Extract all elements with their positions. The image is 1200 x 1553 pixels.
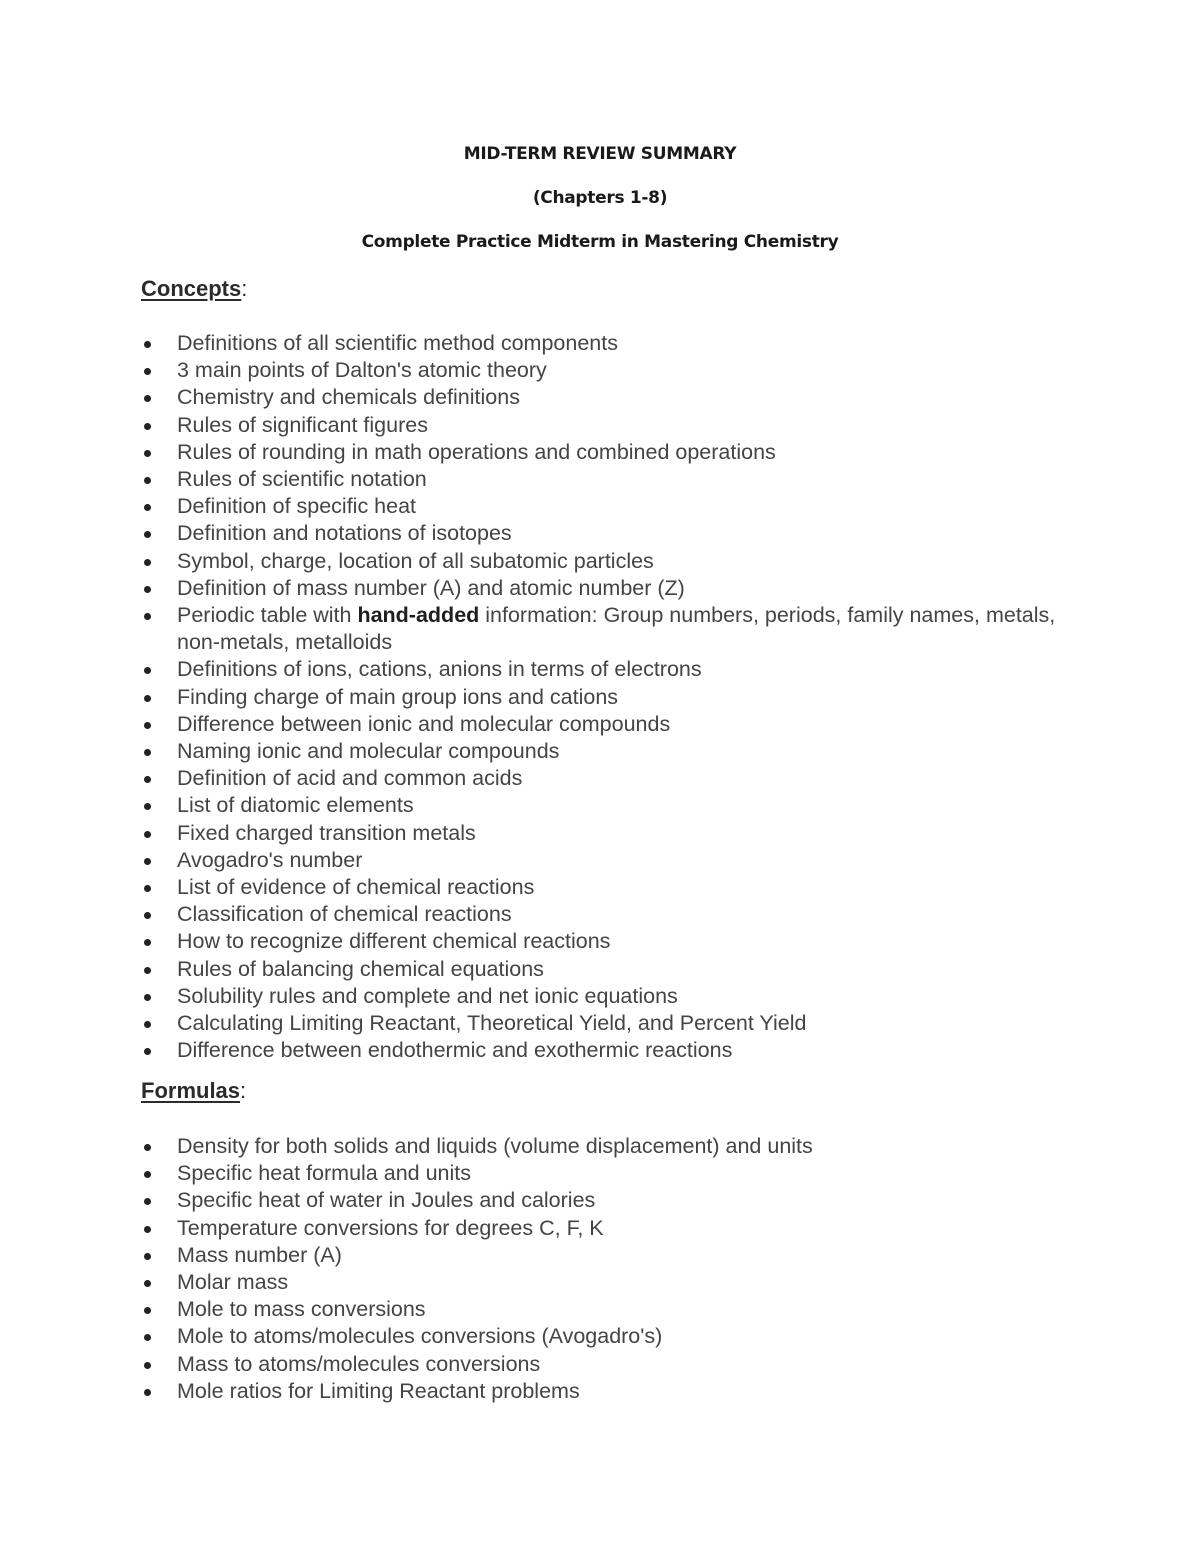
periodic-item-text — [177, 602, 1081, 656]
list-item: Mass to atoms/molecules conversions — [141, 1351, 1081, 1378]
list-item: Density for both solids and liquids (volume displacement) and units — [141, 1133, 1081, 1160]
list-item: Mole to atoms/molecules conversions (Avogadro's) — [141, 1323, 1081, 1350]
list-item: Mole to mass conversions — [141, 1296, 1081, 1323]
list-item: Definition of specific heat — [141, 493, 1081, 520]
list-item: Naming ionic and molecular compounds — [141, 738, 1081, 765]
formulas-heading-colon: : — [240, 1078, 247, 1103]
list-item: Fixed charged transition metals — [141, 820, 1081, 847]
list-item: Specific heat of water in Joules and calories — [141, 1187, 1081, 1214]
list-item: Avogadro's number — [141, 847, 1081, 874]
list-item: Specific heat formula and units — [141, 1160, 1081, 1187]
list-item: How to recognize different chemical reactions — [141, 928, 1081, 955]
list-item: Difference between ionic and molecular compounds — [141, 711, 1081, 738]
list-item: Finding charge of main group ions and cations — [141, 684, 1081, 711]
list-item: Rules of significant figures — [141, 412, 1081, 439]
practice-note: Complete Practice Midterm in Mastering Chemistry — [361, 232, 839, 252]
list-item: Symbol, charge, location of all subatomic particles — [141, 548, 1081, 575]
chapters-subtitle: (Chapters 1-8) — [532, 188, 668, 208]
list-item: Classification of chemical reactions — [141, 901, 1081, 928]
formulas-heading-text: Formulas — [141, 1078, 241, 1103]
periodic-item-after: information: Group numbers, periods, family names, metals, non-metals, metalloids — [177, 603, 1056, 655]
list-item: List of evidence of chemical reactions — [141, 874, 1081, 901]
list-item: Definition and notations of isotopes — [141, 520, 1081, 547]
list-item: Rules of scientific notation — [141, 466, 1081, 493]
list-item: List of diatomic elements — [141, 792, 1081, 819]
list-item: Definition of mass number (A) and atomic number (Z) — [141, 575, 1081, 602]
list-item: Solubility rules and complete and net ionic equations — [141, 983, 1081, 1010]
list-item: 3 main points of Dalton's atomic theory — [141, 357, 1081, 384]
list-item: Calculating Limiting Reactant, Theoretical Yield, and Percent Yield — [141, 1010, 1081, 1037]
concepts-list — [141, 330, 1081, 1064]
formulas-heading — [141, 1078, 246, 1104]
list-item: Chemistry and chemicals definitions — [141, 384, 1081, 411]
list-item: Mass number (A) — [141, 1242, 1081, 1269]
document-title: MID-TERM REVIEW SUMMARY — [463, 144, 737, 164]
list-item: Definition of acid and common acids — [141, 765, 1081, 792]
concepts-heading — [141, 276, 247, 302]
list-item: Definitions of all scientific method components — [141, 330, 1081, 357]
periodic-item-before: Periodic table with — [177, 603, 358, 628]
list-item: Temperature conversions for degrees C, F, K — [141, 1215, 1081, 1242]
concepts-heading-colon: : — [241, 276, 248, 301]
list-item: Difference between endothermic and exothermic reactions — [141, 1037, 1081, 1064]
list-item: Molar mass — [141, 1269, 1081, 1296]
list-item: Rules of rounding in math operations and combined operations — [141, 439, 1081, 466]
list-item: Mole ratios for Limiting Reactant problems — [141, 1378, 1081, 1405]
formulas-list — [141, 1133, 1081, 1405]
concepts-heading-text: Concepts — [141, 276, 242, 301]
list-item-periodic-table — [141, 602, 1081, 656]
periodic-item-bold: hand-added — [357, 603, 480, 628]
list-item: Definitions of ions, cations, anions in terms of electrons — [141, 656, 1081, 683]
list-item: Rules of balancing chemical equations — [141, 956, 1081, 983]
